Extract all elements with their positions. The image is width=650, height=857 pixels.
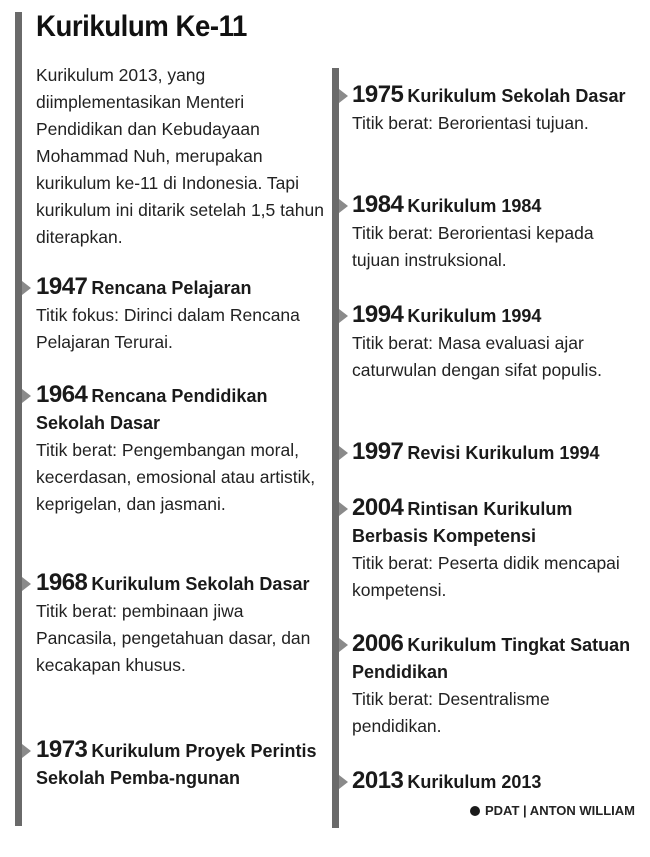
- timeline-arrow-icon: [339, 502, 348, 516]
- entry-description: Titik berat: Masa evaluasi ajar caturwulan dengan sifat populis.: [352, 333, 603, 380]
- timeline-entry-1975: [352, 81, 642, 137]
- timeline-entry-1997: [352, 438, 642, 467]
- entry-name: Kurikulum 1994: [407, 306, 542, 326]
- entry-name: Rencana Pelajaran: [91, 278, 252, 298]
- timeline-entry-2004: [352, 494, 642, 604]
- entry-description: Titik berat: Desentralisme pendidikan.: [352, 689, 550, 736]
- timeline-arrow-icon: [339, 89, 348, 103]
- entry-year: 2006: [352, 630, 404, 657]
- timeline-arrow-icon: [339, 638, 348, 652]
- entry-year: 1994: [352, 301, 404, 328]
- timeline-arrow-icon: [22, 281, 31, 295]
- timeline-entry-1984: [352, 191, 642, 274]
- entry-year: 1973: [36, 736, 88, 763]
- credit-text: PDAT | ANTON WILLIAM: [485, 803, 635, 818]
- timeline-bar-right: [332, 68, 339, 828]
- timeline-entry-1947: [36, 273, 326, 356]
- timeline-arrow-icon: [339, 775, 348, 789]
- timeline-arrow-icon: [22, 389, 31, 403]
- entry-name: Kurikulum Tingkat Satuan Pendidikan: [352, 635, 631, 682]
- timeline-entry-1968: [36, 569, 326, 679]
- timeline-entry-2006: [352, 630, 642, 740]
- entry-description: Titik berat: Pengembangan moral, kecerdasan, emosional atau artistik, keprigelan, dan jasmani.: [36, 440, 316, 514]
- timeline-arrow-icon: [339, 446, 348, 460]
- source-credit: [470, 803, 635, 818]
- entry-name: Kurikulum Sekolah Dasar: [407, 86, 626, 106]
- entry-year: 1975: [352, 81, 404, 108]
- intro-paragraph: Kurikulum 2013, yang diimplementasikan Menteri Pendidikan dan Kebudayaan Mohammad Nuh, merupakan kurikulum ke-11 di Indonesia. Tapi kurikulum ini ditarik setelah 1,5 tahun diterapkan.: [36, 65, 324, 247]
- entry-description: Titik berat: pembinaan jiwa Pancasila, pengetahuan dasar, dan kecakapan khusus.: [36, 601, 311, 675]
- timeline-entry-1994: [352, 301, 642, 384]
- timeline-arrow-icon: [339, 199, 348, 213]
- timeline-entry-1964: [36, 381, 326, 518]
- entry-name: Kurikulum 1984: [407, 196, 542, 216]
- entry-year: 1968: [36, 569, 88, 596]
- entry-year: 1964: [36, 381, 88, 408]
- entry-year: 2013: [352, 767, 404, 794]
- entry-name: Kurikulum Proyek Perintis Sekolah Pemba-ngunan: [36, 741, 317, 788]
- timeline-arrow-icon: [22, 744, 31, 758]
- entry-name: Rintisan Kurikulum Berbasis Kompetensi: [352, 499, 573, 546]
- entry-name: Kurikulum Sekolah Dasar: [91, 574, 310, 594]
- entry-name: Revisi Kurikulum 1994: [407, 443, 600, 463]
- entry-name: Kurikulum 2013: [407, 772, 542, 792]
- entry-name: Rencana Pendidikan Sekolah Dasar: [36, 386, 268, 433]
- timeline-bar-left: [15, 12, 22, 826]
- entry-description: Titik fokus: Dirinci dalam Rencana Pelajaran Terurai.: [36, 305, 300, 352]
- entry-year: 1997: [352, 438, 404, 465]
- timeline-arrow-icon: [339, 309, 348, 323]
- timeline-arrow-icon: [22, 577, 31, 591]
- entry-description: Titik berat: Berorientasi kepada tujuan instruksional.: [352, 223, 594, 270]
- bullet-icon: [470, 806, 480, 816]
- timeline-entry-2013: [352, 767, 642, 796]
- page-title: Kurikulum Ke-11: [36, 10, 247, 43]
- entry-year: 1947: [36, 273, 88, 300]
- entry-description: Titik berat: Berorientasi tujuan.: [352, 113, 589, 133]
- entry-year: 2004: [352, 494, 404, 521]
- timeline-entry-1973: [36, 736, 326, 792]
- entry-description: Titik berat: Peserta didik mencapai kompetensi.: [352, 553, 620, 600]
- entry-year: 1984: [352, 191, 404, 218]
